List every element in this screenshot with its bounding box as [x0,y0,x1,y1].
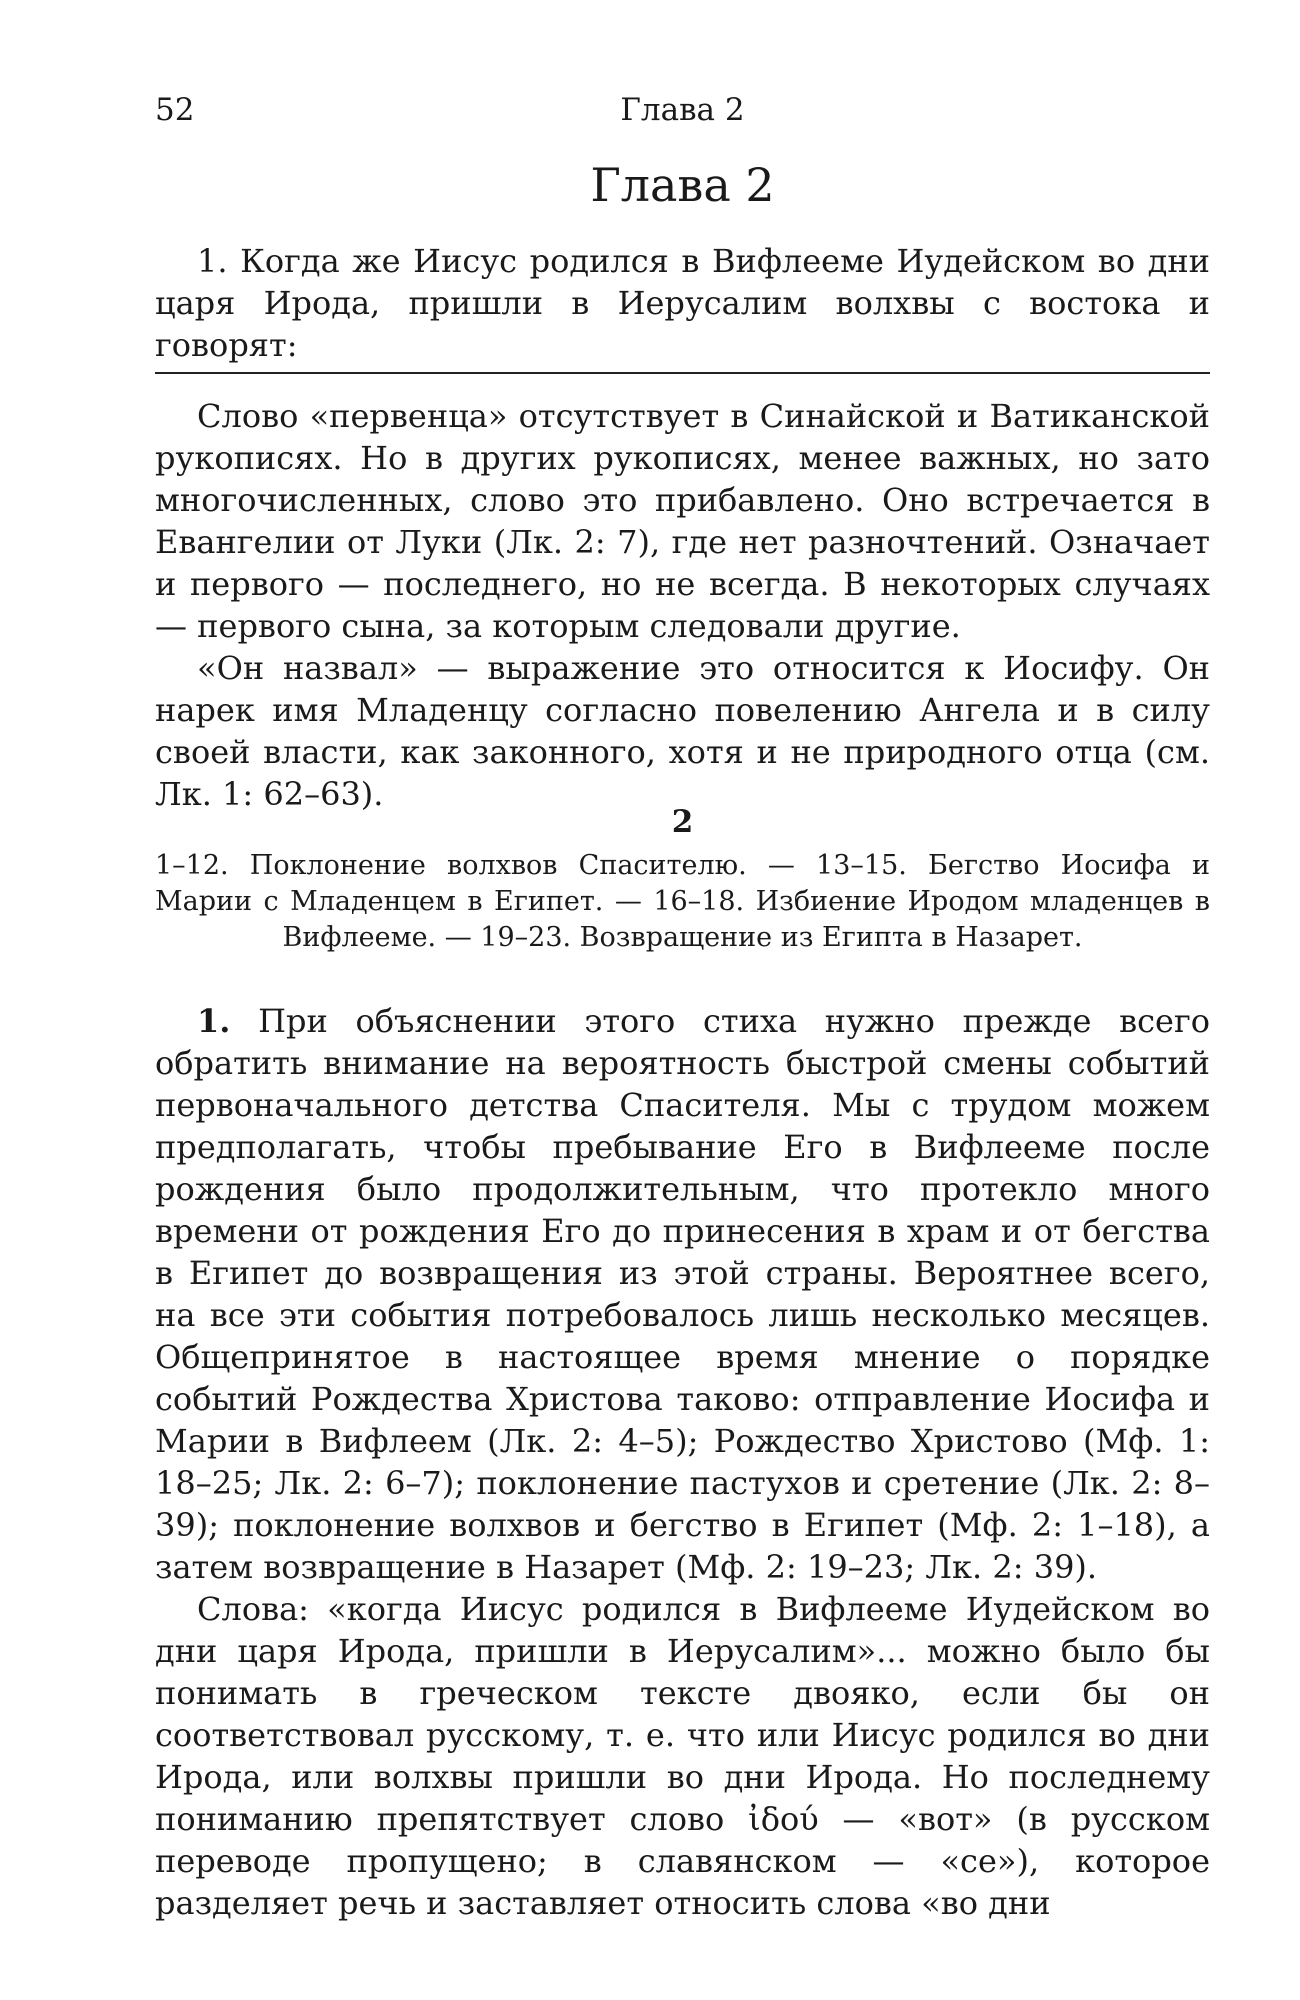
running-title: Глава 2 [620,92,745,128]
main-commentary [155,1000,1210,1924]
section-number: 2 [671,804,694,840]
verse-number: 1. [197,1002,231,1040]
page-number: 52 [155,92,195,128]
previous-commentary [155,395,1210,815]
section-summary [155,848,1210,956]
commentary-paragraph: Слова: «когда Иисус родился в Вифлееме Иудейском во дни царя Ирода, пришли в Иерусалим»... можно было бы понимать в греческом тексте двояко, если бы он соответствовал русскому, т. е. что или Иисус родился во дни Ирода, или волхвы пришли во дни Ирода. Но последнему пониманию препятствует слово ἰδού — «вот» (в русском переводе пропущено; в славянском — «се»), которое разделяет речь и заставляет относить слова «во дни [155,1590,1210,1922]
scripture-verse [155,240,1210,366]
running-head [155,92,1210,132]
summary-text: 1–12. Поклонение волхвов Спасителю. — 13–15. Бегство Иосифа и Марии с Младенцем в Египет. — 16–18. Избиение Иродом младенцев в Вифлееме. — 19–23. Возвращение из Египта в Назарет. [155,850,1210,953]
commentary-paragraph: «Он назвал» — выражение это относится к Иосифу. Он нарек имя Младенцу согласно повелению Ангела и в силу своей власти, как законного, хотя и не природного отца (см. Лк. 1: 62–63). [155,649,1210,813]
section-divider [155,372,1210,374]
paragraph-text: При объяснении этого стиха нужно прежде всего обратить внимание на вероятность быстрой смены событий первоначального детства Спасителя. Мы с трудом можем предполагать, чтобы пребывание Его в Вифлееме после рождения было продолжительным, что протекло много времени от рождения Его до принесения в храм и от бегства в Египет до возвращения из этой страны. Вероятнее всего, на все эти события потребовалось лишь несколько месяцев. Общепринятое в настоящее время мнение о порядке событий Рождества Христова таково: отправление Иосифа и Марии в Вифлеем (Лк. 2: 4–5); Рождество Христово (Мф. 1: 18–25; Лк. 2: 6–7); поклонение пастухов и сретение (Лк. 2: 8–39); поклонение волхвов и бегство в Египет (Мф. 2: 1–18), а затем возвращение в Назарет (Мф. 2: 19–23; Лк. 2: 39). [155,1002,1210,1586]
commentary-paragraph [155,1000,1210,1588]
chapter-title: Глава 2 [590,158,775,212]
commentary-paragraph: Слово «первенца» отсутствует в Синайской и Ватиканской рукописях. Но в других рукописях, менее важных, но зато многочисленных, слово это прибавлено. Оно встречается в Евангелии от Луки (Лк. 2: 7), где нет разночтений. Означает и первого — последнего, но не всегда. В некоторых случаях — первого сына, за которым следовали другие. [155,397,1210,645]
verse-text: 1. Когда же Иисус родился в Вифлееме Иудейском во дни царя Ирода, пришли в Иерусалим волхвы с востока и говорят: [155,242,1210,364]
